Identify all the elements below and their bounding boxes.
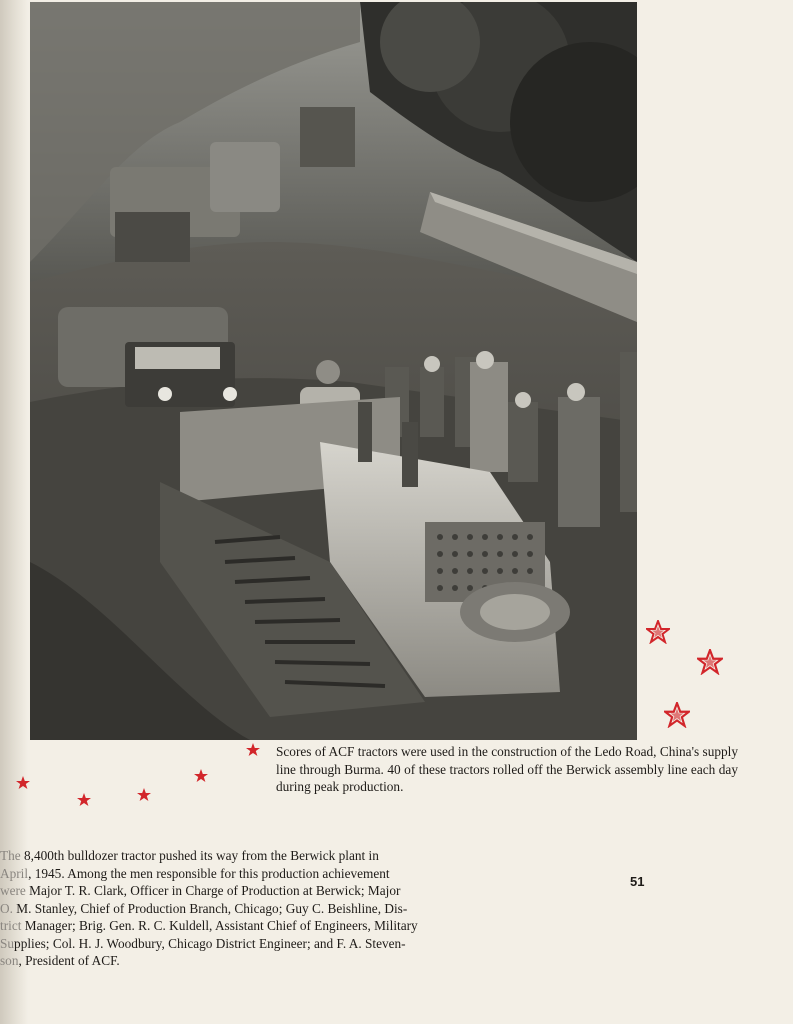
body-line	[0, 882, 478, 900]
faded-text: trict	[0, 918, 22, 933]
faded-text: Su	[0, 935, 15, 951]
line-text: M. Stanley, Chief of Production Branch, Chicago; Guy C. Beishline, Dis-	[12, 900, 408, 916]
red-star-icon	[137, 788, 151, 802]
page-number: 51	[630, 874, 645, 889]
line-text: pplies; Col. H. J. Woodbury, Chicago District Engineer; and F. A. Steven-	[14, 935, 406, 951]
body-line	[0, 917, 478, 935]
body-line	[0, 935, 478, 953]
red-star-icon	[16, 776, 30, 790]
faded-text: April	[0, 865, 29, 881]
faded-text: The	[0, 848, 21, 863]
body-line	[0, 952, 478, 970]
faded-text: son	[0, 953, 19, 968]
body-line	[0, 865, 478, 883]
body-paragraph	[0, 847, 478, 970]
red-star-icon	[194, 769, 208, 783]
line-text: Manager; Brig. Gen. R. C. Kuldell, Assistant Chief of Engineers, Military	[21, 918, 418, 933]
body-line	[0, 900, 478, 918]
line-text: , President of ACF.	[18, 953, 120, 968]
photo-caption: Scores of ACF tractors were used in the construction of the Ledo Road, China's supply line through Burma. 40 of these tractors rolled off the Berwick assembly line each day during peak production.	[276, 744, 738, 794]
red-star-icon	[77, 793, 91, 807]
body-line	[0, 847, 478, 865]
faded-text: O.	[0, 900, 13, 916]
line-text: , 1945. Among the men responsible for this production achievement	[28, 865, 390, 881]
red-star-outline-icon	[646, 620, 670, 644]
line-text: 8,400th bulldozer tractor pushed its way from the Berwick plant in	[20, 848, 379, 863]
faded-text: were	[0, 883, 26, 898]
caption-star-icon	[246, 743, 260, 757]
line-text: Major T. R. Clark, Officer in Charge of Production at Berwick; Major	[25, 883, 401, 898]
red-star-outline-icon	[697, 649, 723, 675]
red-star-outline-icon	[664, 702, 690, 728]
tractor-photograph	[30, 2, 637, 740]
